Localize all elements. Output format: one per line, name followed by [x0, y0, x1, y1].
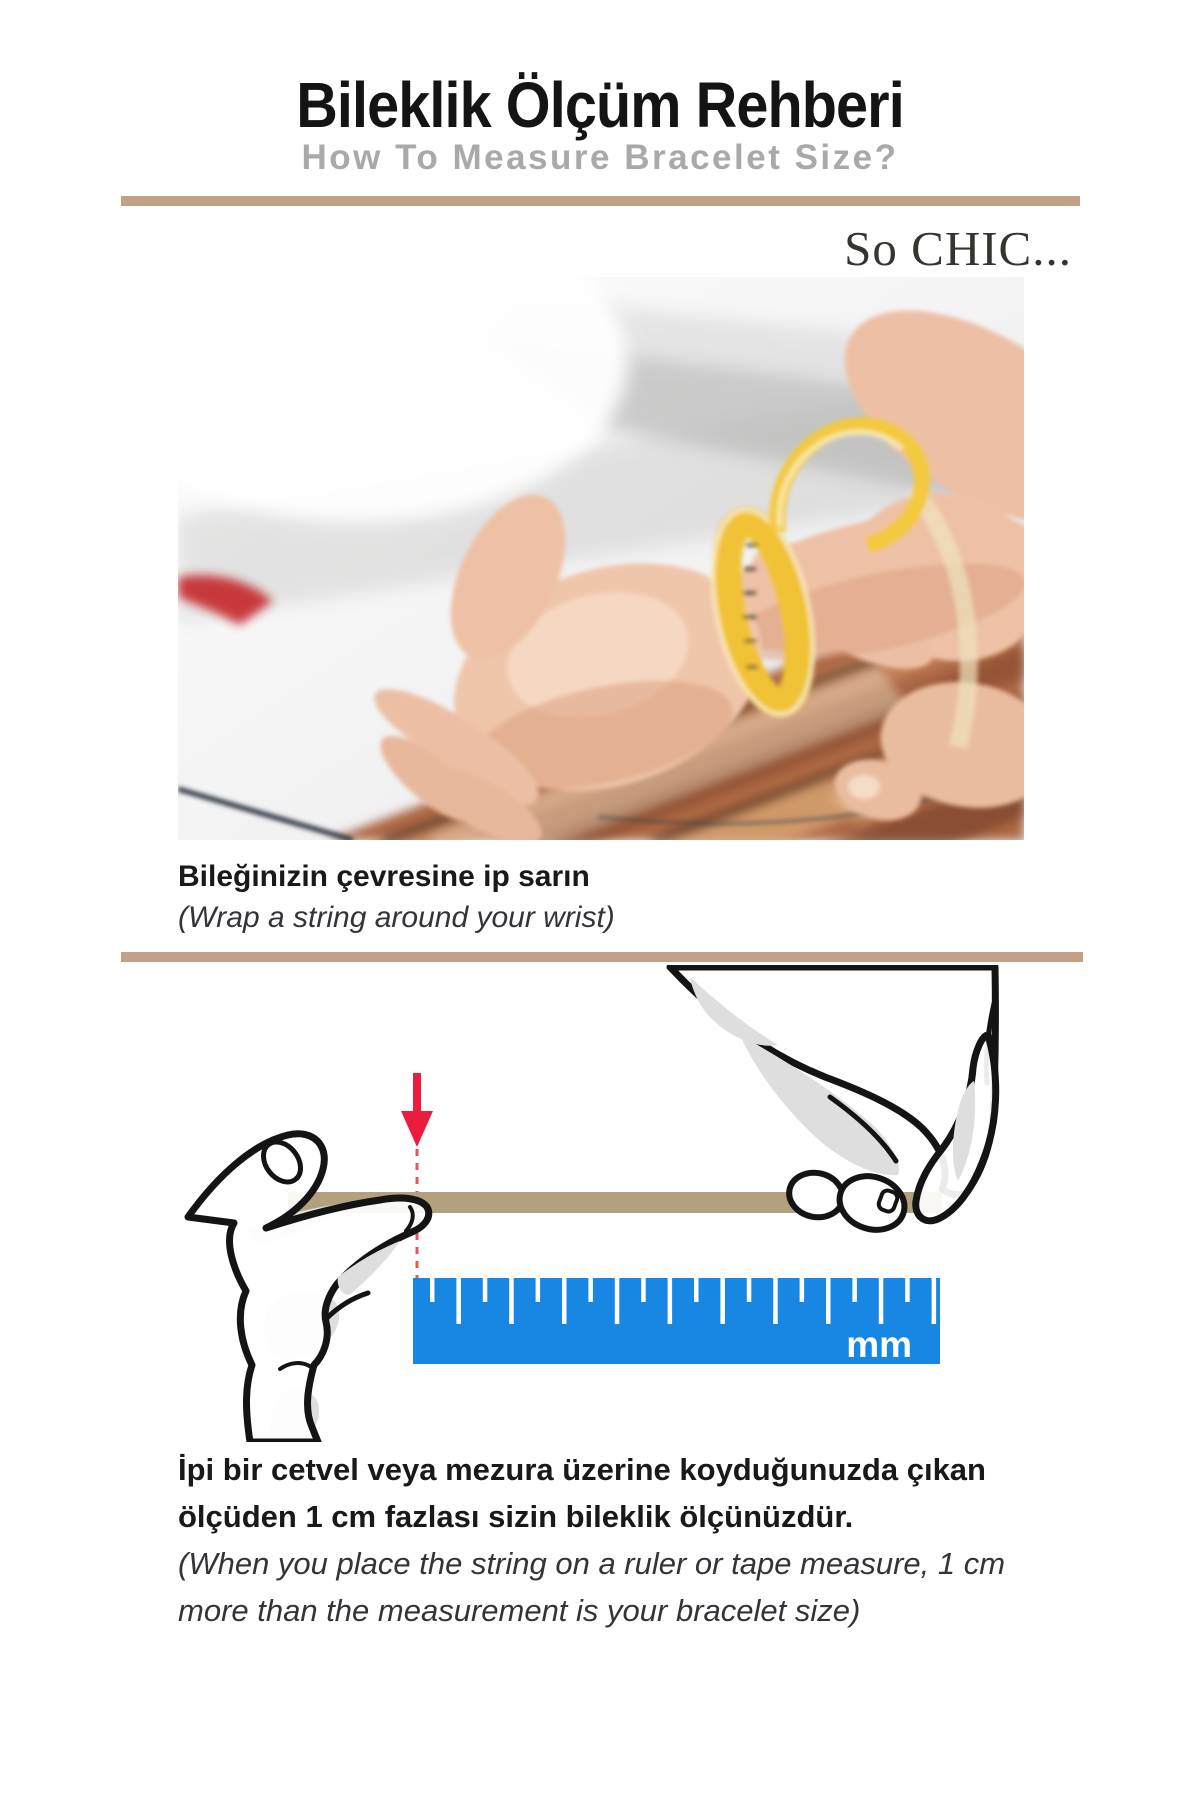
step2-caption-english-line2: more than the measurement is your bracelet size) — [178, 1593, 861, 1628]
divider-top — [121, 196, 1080, 206]
ruler-illustration — [130, 965, 1040, 1442]
step2-caption-turkish-line1: İpi bir cetvel veya mezura üzerine koyduğunuzda çıkan — [178, 1452, 986, 1487]
left-hand-drawing — [188, 1134, 429, 1442]
wrist-photo — [178, 277, 1024, 840]
step1-caption-turkish: Bileğinizin çevresine ip sarın — [178, 860, 590, 893]
step2-caption-turkish-line2: ölçüden 1 cm fazlası sizin bileklik ölçünüzdür. — [178, 1499, 854, 1534]
page-subtitle: How To Measure Bracelet Size? — [301, 138, 899, 177]
ruler-unit-label: mm — [846, 1324, 912, 1365]
ruler — [413, 1278, 940, 1365]
step2-caption-block — [178, 1446, 1005, 1634]
divider-middle — [121, 952, 1083, 962]
wrist-photo-scene — [178, 277, 1024, 840]
down-arrow-icon — [401, 1073, 433, 1147]
step2-caption-english-line1: (When you place the string on a ruler or tape measure, 1 cm — [178, 1546, 1006, 1581]
ruler-illustration-svg — [130, 965, 1040, 1442]
brand-logo: So CHIC... — [844, 221, 1072, 276]
step1-caption-english: (Wrap a string around your wrist) — [178, 901, 615, 934]
index-fingertip — [833, 1168, 912, 1238]
page-title: Bileklik Ölçüm Rehberi — [296, 69, 904, 141]
